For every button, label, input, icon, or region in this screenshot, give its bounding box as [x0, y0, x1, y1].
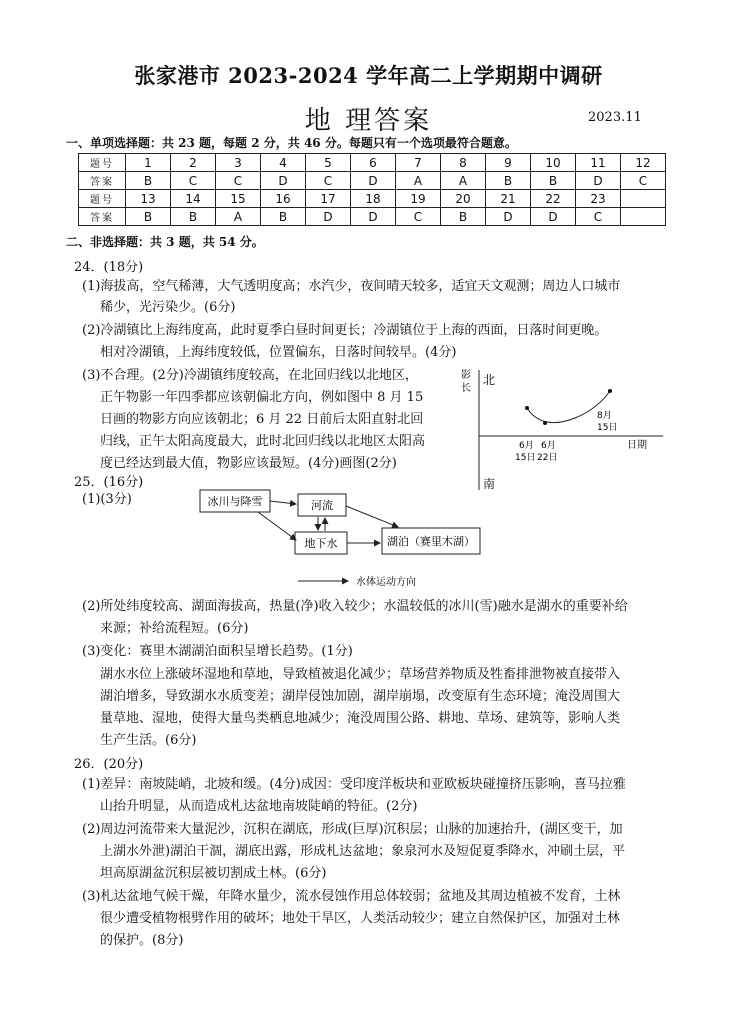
table-cell — [621, 190, 666, 208]
table-cell: D — [576, 172, 621, 190]
table-row — [79, 208, 666, 226]
section1-heading: 一、单项选择题：共 23 题，每题 2 分，共 46 分。每题只有一个选项最符合题意。 — [66, 136, 517, 150]
label-river: 河流 — [311, 499, 333, 512]
table-cell: C — [216, 172, 261, 190]
label-aug15: 8月 15日 — [597, 411, 618, 433]
q26-p2-line2: 上湖水外泄)湖泊干涸，湖底出露，形成札达盆地；象泉河水及短促夏季降水，冲刷土层，平 — [100, 844, 626, 859]
row-label: 题号 — [79, 154, 126, 172]
q24-p2-line1: (2)冷湖镇比上海纬度高，此时夏季白昼时间更长；冷湖镇位于上海的西面，日落时间更晚。 — [82, 323, 608, 338]
q24-p3-line1: (3)不合理。(2分)冷湖镇纬度较高，在北回归线以北地区， — [82, 368, 418, 383]
table-cell: 4 — [261, 154, 306, 172]
table-cell: 1 — [126, 154, 171, 172]
table-row — [79, 154, 666, 172]
q24-p1-line1: (1)海拔高，空气稀薄，大气透明度高；水汽少，夜间晴天较多，适宜天文观测；周边人口城市 — [82, 279, 621, 294]
table-cell — [621, 208, 666, 226]
answer-table — [78, 153, 666, 226]
table-cell: B — [486, 172, 531, 190]
q26-p3-line2: 很少遭受植物根劈作用的破坏；地处干旱区，人类活动较少；建立自然保护区，加强对土林 — [100, 911, 621, 926]
table-cell: 23 — [576, 190, 621, 208]
q26-p1-line2: 山抬升明显，从而造成札达盆地南坡陡峭的特征。(2分) — [100, 799, 418, 814]
shadow-length-chart — [455, 368, 665, 493]
exam-date: 2023.11 — [588, 110, 642, 125]
table-cell: B — [531, 172, 576, 190]
arrow-glacier-river — [270, 501, 296, 504]
q26-p2-line1: (2)周边河流带来大量泥沙，沉积在湖底，形成(巨厚)沉积层；山脉的加速抬升，(湖区变干，加 — [82, 822, 623, 837]
table-cell: B — [126, 172, 171, 190]
q26-p3-line1: (3)札达盆地气候干燥，年降水量少，流水侵蚀作用总体较弱；盆地及其周边植被不发育，土林 — [82, 889, 621, 904]
q25-p1: (1)(3分) — [82, 492, 132, 507]
y-axis-label: 影长 — [461, 370, 471, 394]
table-cell: B — [171, 208, 216, 226]
table-cell: D — [531, 208, 576, 226]
table-cell: C — [396, 208, 441, 226]
table-cell: B — [261, 208, 306, 226]
q25-p3-line5: 生产生活。(6分) — [100, 733, 197, 748]
table-cell: D — [351, 208, 396, 226]
row-label: 答案 — [79, 172, 126, 190]
table-cell: 5 — [306, 154, 351, 172]
table-cell: 20 — [441, 190, 486, 208]
table-cell: 9 — [486, 154, 531, 172]
q26-p1-line1: (1)差异：南坡陡峭，北坡和缓。(4分)成因：受印度洋板块和亚欧板块碰撞挤压影响，喜马拉雅 — [82, 777, 626, 792]
table-cell: 16 — [261, 190, 306, 208]
point-jun22 — [543, 421, 547, 425]
q24-heading: 24．(18分) — [74, 260, 144, 275]
table-cell: D — [351, 172, 396, 190]
table-row — [79, 172, 666, 190]
q24-p3-line2: 正午物影一年四季都应该朝偏北方向，例如图中 8 月 15 — [100, 390, 424, 405]
label-lake: 湖泊（赛里木湖） — [387, 535, 475, 548]
q24-p1-line2: 稀少，光污染少。(6分) — [100, 300, 236, 315]
q25-p3-line3: 湖泊增多，导致湖水水质变差；湖岸侵蚀加剧，湖岸崩塌，改变原有生态环境；淹没周围大 — [100, 689, 621, 704]
table-cell: 13 — [126, 190, 171, 208]
arrow-glacier-groundwater — [258, 512, 296, 540]
q26-p2-line3: 坦高原湖盆沉积层被切割成土林。(6分) — [100, 866, 327, 881]
q25-p2-line2: 来源；补给流程短。(6分) — [100, 621, 249, 636]
subject-title: 地 理答案 — [304, 106, 433, 136]
table-cell: 2 — [171, 154, 216, 172]
label-jun15: 6月 15日 — [515, 441, 536, 463]
table-cell: D — [261, 172, 306, 190]
document-title: 张家港市 2023-2024 学年高二上学期期中调研 — [134, 63, 603, 88]
table-row — [79, 190, 666, 208]
table-cell: 7 — [396, 154, 441, 172]
north-label: 北 — [483, 373, 496, 387]
q26-p3-line3: 的保护。(8分) — [100, 933, 184, 948]
table-cell: 12 — [621, 154, 666, 172]
table-cell: 15 — [216, 190, 261, 208]
row-label: 题号 — [79, 190, 126, 208]
label-glacier: 冰川与降雪 — [207, 495, 263, 508]
table-cell: 11 — [576, 154, 621, 172]
table-cell: B — [126, 208, 171, 226]
table-cell: A — [396, 172, 441, 190]
label-groundwater: 地下水 — [304, 537, 338, 550]
table-cell: C — [306, 172, 351, 190]
water-cycle-diagram — [198, 486, 498, 592]
table-cell: A — [441, 172, 486, 190]
label-jun22: 6月 22日 — [537, 441, 558, 463]
q24-p3-line3: 日画的物影方向应该朝北；6 月 22 日前后太阳直射北回 — [100, 412, 424, 427]
table-cell: A — [216, 208, 261, 226]
row-label: 答案 — [79, 208, 126, 226]
table-cell: C — [621, 172, 666, 190]
q26-heading: 26．(20分) — [74, 757, 144, 772]
table-cell: 10 — [531, 154, 576, 172]
table-cell: C — [576, 208, 621, 226]
q25-heading: 25．(16分) — [74, 475, 144, 490]
legend-label: 水体运动方向 — [356, 577, 416, 588]
q24-p3-line4: 归线，正午太阳高度最大，此时北回归线以北地区太阳高 — [100, 434, 426, 449]
table-cell: 3 — [216, 154, 261, 172]
table-cell: 18 — [351, 190, 396, 208]
table-cell: 17 — [306, 190, 351, 208]
table-cell: 6 — [351, 154, 396, 172]
q24-p3-line5: 度已经达到最大值，物影应该最短。(4分)画图(2分) — [100, 456, 397, 471]
table-cell: 21 — [486, 190, 531, 208]
table-cell: B — [441, 208, 486, 226]
table-cell: 8 — [441, 154, 486, 172]
table-cell: 22 — [531, 190, 576, 208]
table-cell: D — [486, 208, 531, 226]
point-jun15 — [525, 406, 529, 410]
q25-p2-line1: (2)所处纬度较高、湖面海拔高，热量(净)收入较少；水温较低的冰川(雪)融水是湖水的重要补给 — [82, 599, 628, 614]
x-axis-label: 日期 — [627, 440, 647, 451]
table-cell: C — [171, 172, 216, 190]
section2-heading: 二、非选择题：共 3 题，共 54 分。 — [66, 235, 264, 249]
table-cell: 14 — [171, 190, 216, 208]
q25-p3-line1: (3)变化：赛里木湖湖泊面积呈增长趋势。(1分) — [82, 644, 353, 659]
south-label: 南 — [483, 477, 496, 491]
point-aug15 — [608, 389, 612, 393]
q24-p2-line2: 相对冷湖镇，上海纬度较低，位置偏东，日落时间较早。(4分) — [100, 345, 457, 360]
arrow-river-lake — [346, 506, 398, 527]
table-cell: 19 — [396, 190, 441, 208]
q25-p3-line2: 湖水水位上涨破坏湿地和草地，导致植被退化减少；草场营养物质及牲畜排泄物被直接带入 — [100, 667, 621, 682]
q25-p3-line4: 量草地、湿地，使得大量鸟类栖息地减少；淹没周围公路、耕地、草场、建筑等，影响人类 — [100, 711, 621, 726]
table-cell: D — [306, 208, 351, 226]
